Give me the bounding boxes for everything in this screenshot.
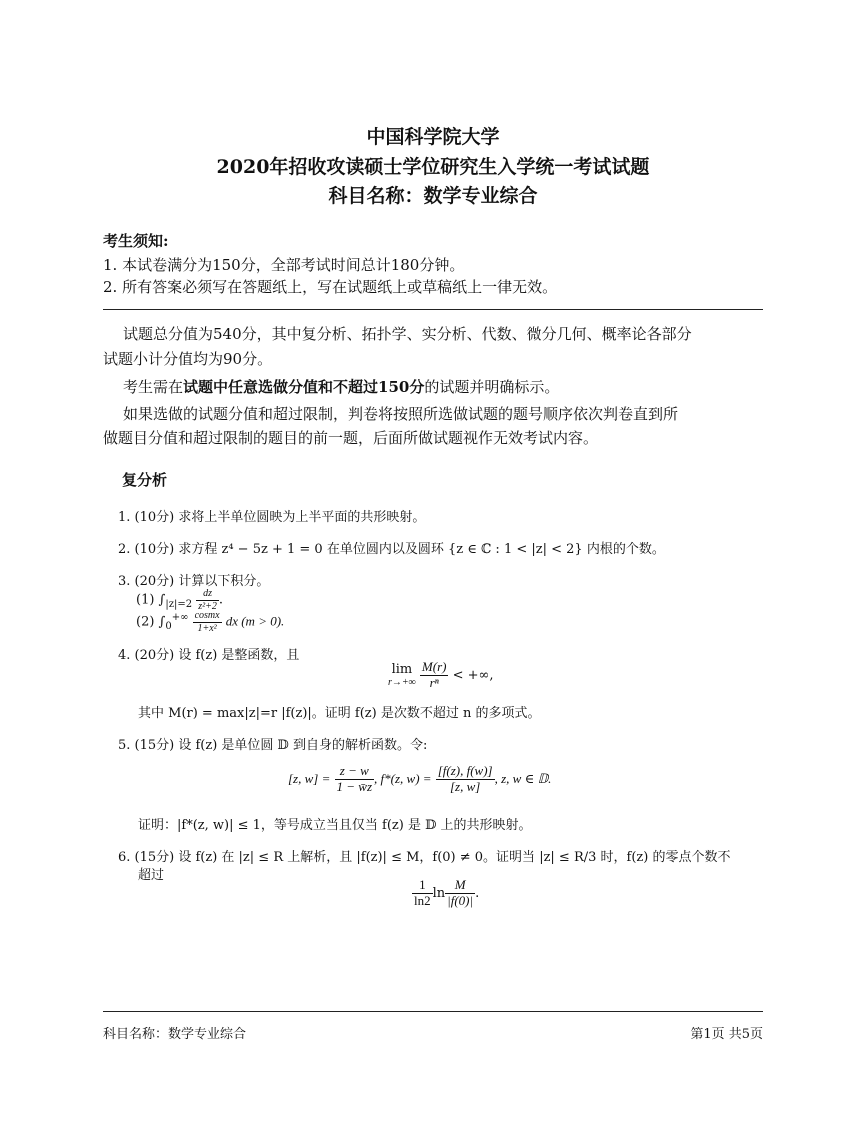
text: z²+2 xyxy=(198,600,217,612)
text: +∞ xyxy=(171,612,189,624)
text: , f*(z, w) = xyxy=(374,770,432,786)
problem-6: 6. (15分) 设 f(z) 在 |z| ≤ R 上解析，且 |f(z)| ≤ M，f(0) ≠ 0。证明当 |z| ≤ R/3 时，f(z) 的零点个数不 xyxy=(118,850,731,865)
fraction xyxy=(412,878,433,909)
intro-paragraph: 如果选做的试题分值和超过限制，判卷将按照所选做试题的题号顺序依次判卷直到所 xyxy=(123,405,679,423)
problem-5-statement: 证明：|f*(z, w)| ≤ 1，等号成立当且仅当 f(z) 是 𝔻 上的共形映射。 xyxy=(138,818,532,833)
footer-subject: 科目名称：数学专业综合 xyxy=(103,1027,247,1042)
problem-3-part-2 xyxy=(136,610,284,634)
problem-5: 5. (15分) 设 f(z) 是单位圆 𝔻 到自身的解析函数。令: xyxy=(118,738,428,753)
text: 1 xyxy=(412,878,433,894)
text: dx (m > 0). xyxy=(225,613,285,629)
text: cosmx xyxy=(194,610,220,621)
text: , z, w ∈ 𝔻. xyxy=(494,770,552,786)
problem-4: 4. (20分) 设 f(z) 是整函数，且 xyxy=(118,648,300,663)
text: (2) ∫ xyxy=(136,614,166,630)
problem-3: 3. (20分) 计算以下积分。 xyxy=(118,574,270,589)
exam-title: 2020年招收攻读硕士学位研究生入学统一考试试题 xyxy=(216,156,650,178)
text: 的试题并明确标示。 xyxy=(424,378,560,396)
text: . xyxy=(218,592,223,608)
fraction xyxy=(436,764,495,795)
problem-2: 2. (10分) 求方程 z⁴ − 5z + 1 = 0 在单位圆内以及圆环 {z ∈ ℂ : 1 < |z| < 2} 内根的个数。 xyxy=(118,542,665,557)
section-heading: 复分析 xyxy=(122,471,168,489)
divider xyxy=(103,309,763,310)
emphasis: 试题中任意选做分值和不超过150分 xyxy=(183,378,425,396)
text: M(r) xyxy=(421,659,447,674)
text: M xyxy=(445,878,475,894)
intro-paragraph: 试题总分值为540分，其中复分析、拓扑学、实分析、代数、微分几何、概率论各部分 xyxy=(123,325,692,343)
notice-item: 2. 所有答案必须写在答题纸上，写在试题纸上或草稿纸上一律无效。 xyxy=(103,278,558,296)
university-title: 中国科学院大学 xyxy=(366,126,500,148)
text: dz xyxy=(196,588,219,601)
text: |z|=2 xyxy=(165,599,193,611)
intro-paragraph: 试题小计分值均为90分。 xyxy=(103,350,273,368)
text: ln2 xyxy=(414,892,431,908)
footer-divider xyxy=(103,1011,763,1012)
footer-page-number: 第1页 共5页 xyxy=(690,1027,763,1042)
text: ln xyxy=(432,885,446,901)
problem-5-formula xyxy=(288,764,551,795)
fraction xyxy=(420,660,449,691)
text: z − w xyxy=(335,764,375,780)
limit xyxy=(388,663,416,688)
text: [z, w] xyxy=(449,778,481,794)
fraction xyxy=(196,588,219,612)
fraction xyxy=(193,610,222,634)
text: [f(z), f(w)] xyxy=(437,763,493,778)
notice-item: 1. 本试卷满分为150分，全部考试时间总计180分钟。 xyxy=(103,256,465,274)
text: (1) ∫ xyxy=(136,592,166,608)
fraction xyxy=(335,764,375,795)
intro-paragraph xyxy=(123,376,559,397)
text: rⁿ xyxy=(429,674,439,690)
text: r→+∞ xyxy=(388,677,416,689)
text: [z, w] = xyxy=(288,770,331,786)
text: 1+x² xyxy=(197,622,217,634)
text: 考生需在 xyxy=(123,378,184,396)
text: < +∞, xyxy=(452,667,494,683)
text: 0 xyxy=(165,621,172,633)
subject-title: 科目名称：数学专业综合 xyxy=(328,185,538,207)
problem-6-cont: 超过 xyxy=(138,868,165,883)
fraction xyxy=(445,878,475,909)
problem-1: 1. (10分) 求将上半单位圆映为上半平面的共形映射。 xyxy=(118,510,426,525)
text: . xyxy=(475,885,480,901)
problem-6-formula xyxy=(412,878,479,909)
problem-4-formula xyxy=(388,660,494,691)
text: 1 − w̄z xyxy=(336,778,373,794)
problem-4-statement: 其中 M(r) = max|z|=r |f(z)|。证明 f(z) 是次数不超过 n 的多项式。 xyxy=(138,706,541,721)
problem-3-part-1 xyxy=(136,588,223,612)
text: |f(0)| xyxy=(447,892,474,908)
intro-paragraph: 做题目分值和超过限制的题目的前一题，后面所做试题视作无效考试内容。 xyxy=(103,429,599,447)
notice-title: 考生须知: xyxy=(103,232,169,250)
text: lim xyxy=(391,661,413,677)
